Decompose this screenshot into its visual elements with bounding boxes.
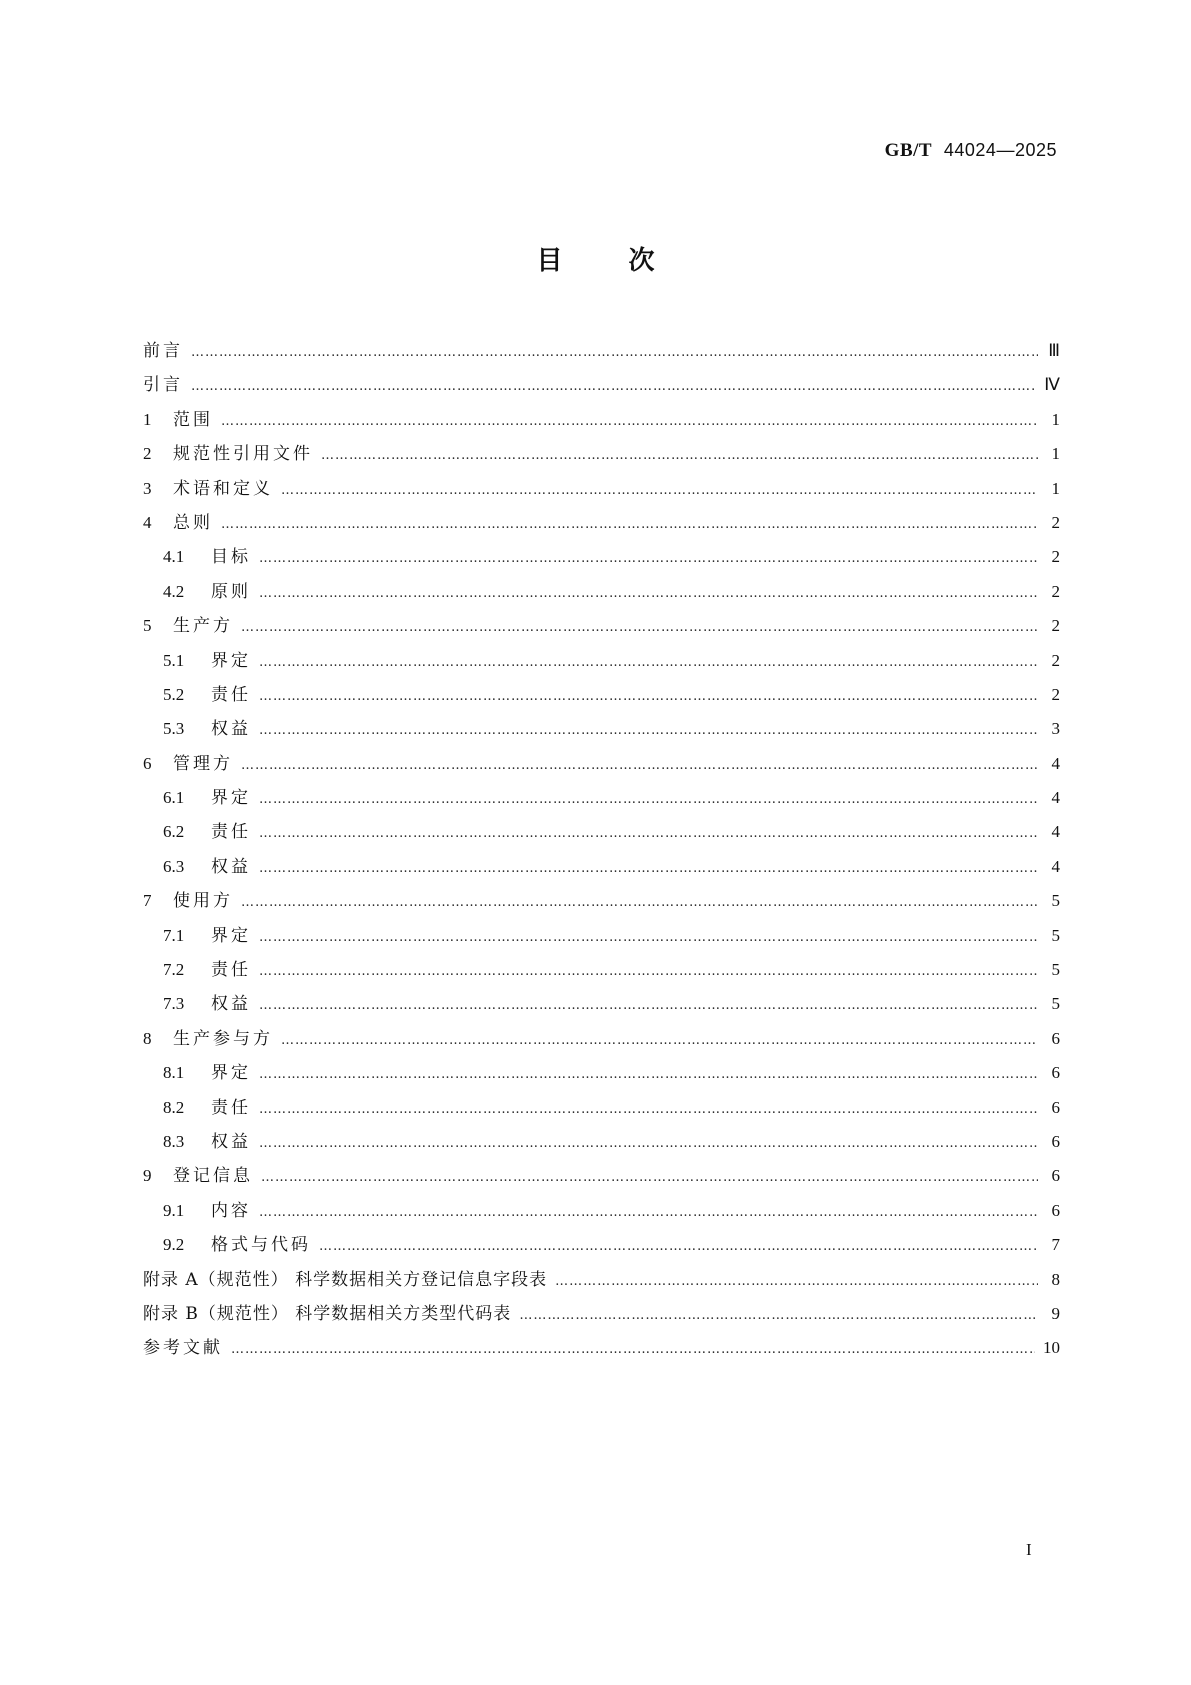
toc-entry[interactable] [143, 1299, 1060, 1333]
toc-entry-page: 1 [1051, 409, 1060, 429]
toc-entry-label: 权益 [211, 719, 251, 740]
page-number: I [1026, 1540, 1032, 1559]
toc-entry-number: 7.3 [163, 994, 185, 1014]
toc-entry-label: 责任 [211, 1097, 251, 1118]
dot-leader [259, 1205, 1038, 1220]
dot-leader [519, 1308, 1038, 1323]
toc-entry-number: 8.1 [163, 1063, 185, 1083]
toc-entry-page: 4 [1051, 822, 1060, 842]
toc-entry-label: 生产方 [173, 616, 233, 637]
toc-entry-page: 3 [1051, 719, 1060, 739]
dot-leader [221, 517, 1038, 532]
title-char-1: 目 [536, 246, 563, 276]
toc-entry[interactable] [143, 1093, 1060, 1127]
toc-entry[interactable] [143, 714, 1060, 748]
dot-leader [221, 414, 1038, 429]
toc-entry-number: 7.2 [163, 960, 185, 980]
toc-entry[interactable] [143, 921, 1060, 955]
toc-entry-label: 内容 [211, 1200, 251, 1221]
toc-entry[interactable] [143, 1024, 1060, 1058]
toc-entry[interactable] [143, 474, 1060, 508]
dot-leader [281, 1033, 1038, 1048]
dot-leader [259, 1136, 1038, 1151]
dot-leader [259, 1102, 1038, 1117]
toc-entry-label: 界定 [211, 788, 251, 809]
toc-entry-page: 6 [1051, 1097, 1060, 1117]
toc-entry-number: 9 [143, 1166, 152, 1186]
toc-entry-page: 6 [1051, 1063, 1060, 1083]
toc-entry[interactable] [143, 955, 1060, 989]
toc-entry-page: 4 [1051, 788, 1060, 808]
toc-entry-label: 权益 [211, 994, 251, 1015]
toc-entry[interactable] [143, 1265, 1060, 1299]
toc-entry-page: 5 [1051, 994, 1060, 1014]
dot-leader [259, 1067, 1038, 1082]
toc-entry[interactable] [143, 439, 1060, 473]
toc-entry-page: 9 [1051, 1303, 1060, 1323]
toc-entry-number: 6 [143, 753, 152, 773]
dot-leader [259, 586, 1038, 601]
toc-entry-label: 引言 [143, 375, 183, 396]
toc-entry-label: 原则 [211, 581, 251, 602]
toc-entry-number: 5.1 [163, 650, 185, 670]
toc-entry-number: 5.3 [163, 719, 185, 739]
title-char-2: 次 [628, 246, 655, 276]
dot-leader [259, 723, 1038, 738]
toc-entry-number: 4.2 [163, 581, 185, 601]
toc-entry-page: 2 [1051, 650, 1060, 670]
toc-entry-label: 格式与代码 [211, 1235, 311, 1256]
toc-entry-page: 8 [1051, 1269, 1060, 1289]
standard-prefix: GB/T [884, 140, 933, 161]
dot-leader [231, 1342, 1035, 1357]
dot-leader [555, 1274, 1038, 1289]
toc-entry-number: 4.1 [163, 547, 185, 567]
toc-entry-page: 1 [1051, 444, 1060, 464]
table-of-contents [143, 336, 1060, 1368]
toc-entry[interactable] [143, 336, 1060, 370]
toc-entry-number: 8.3 [163, 1131, 185, 1151]
toc-entry-number: 1 [143, 409, 152, 429]
toc-entry-label: 生产参与方 [173, 1028, 273, 1049]
toc-entry[interactable] [143, 749, 1060, 783]
toc-entry[interactable] [143, 611, 1060, 645]
toc-entry-number: 8 [143, 1028, 152, 1048]
dot-leader [241, 758, 1038, 773]
dot-leader [319, 1239, 1038, 1254]
dot-leader [259, 655, 1038, 670]
dot-leader [259, 930, 1038, 945]
toc-entry[interactable] [143, 577, 1060, 611]
toc-entry-page: 2 [1051, 581, 1060, 601]
toc-entry-label: 界定 [211, 925, 251, 946]
toc-entry-page: 2 [1051, 512, 1060, 532]
toc-entry-number: 3 [143, 478, 152, 498]
toc-entry-number: 6.2 [163, 822, 185, 842]
toc-entry-page: 2 [1051, 684, 1060, 704]
toc-entry-number: 5.2 [163, 684, 185, 704]
toc-entry[interactable] [143, 989, 1060, 1023]
toc-entry-label: 权益 [211, 1131, 251, 1152]
toc-entry-label: 前言 [143, 341, 183, 361]
toc-entry[interactable] [143, 542, 1060, 576]
toc-entry[interactable] [143, 508, 1060, 542]
dot-leader [259, 826, 1038, 841]
toc-entry-page: 6 [1051, 1028, 1060, 1048]
dot-leader [241, 620, 1038, 635]
page-title [0, 240, 1191, 277]
toc-entry[interactable] [143, 886, 1060, 920]
toc-entry-label: 登记信息 [173, 1166, 253, 1187]
toc-entry[interactable] [143, 680, 1060, 714]
toc-entry-page: 6 [1051, 1166, 1060, 1186]
toc-entry[interactable] [143, 1058, 1060, 1092]
toc-entry[interactable] [143, 817, 1060, 851]
toc-entry[interactable] [143, 783, 1060, 817]
toc-entry[interactable] [143, 1196, 1060, 1230]
toc-entry-page: 10 [1043, 1338, 1060, 1358]
toc-entry-page: 5 [1051, 925, 1060, 945]
toc-entry-label: 范围 [173, 409, 213, 430]
dot-leader [261, 1170, 1038, 1185]
toc-entry-label: 参考文献 [143, 1338, 223, 1359]
dot-leader [259, 551, 1038, 566]
dot-leader [259, 689, 1038, 704]
toc-entry-number: 6.3 [163, 856, 185, 876]
toc-entry-label: 总则 [173, 512, 213, 533]
dot-leader [321, 448, 1038, 463]
standard-code [885, 140, 1057, 162]
dot-leader [259, 964, 1038, 979]
toc-entry-label: 界定 [211, 1063, 251, 1084]
toc-entry-number: 9.2 [163, 1235, 185, 1255]
toc-entry-label: 术语和定义 [173, 478, 273, 499]
toc-entry-page: 2 [1051, 547, 1060, 567]
toc-entry-page: 6 [1051, 1131, 1060, 1151]
toc-entry[interactable] [143, 1333, 1060, 1367]
toc-entry[interactable] [143, 852, 1060, 886]
toc-entry[interactable] [143, 1161, 1060, 1195]
dot-leader [259, 861, 1038, 876]
toc-entry-label: 管理方 [173, 753, 233, 774]
dot-leader [281, 483, 1038, 498]
standard-number: 44024—2025 [943, 140, 1057, 160]
toc-entry-number: 4 [143, 512, 152, 532]
dot-leader [259, 998, 1038, 1013]
toc-entry-label: 使用方 [173, 891, 233, 912]
toc-entry-label: 界定 [211, 650, 251, 671]
toc-entry[interactable] [143, 370, 1060, 404]
dot-leader [241, 895, 1038, 910]
toc-entry[interactable] [143, 1230, 1060, 1264]
toc-entry-label: 责任 [211, 684, 251, 705]
toc-entry-page: Ⅲ [1048, 341, 1060, 360]
toc-entry[interactable] [143, 646, 1060, 680]
toc-entry-page: 5 [1051, 960, 1060, 980]
toc-entry-number: 8.2 [163, 1097, 185, 1117]
toc-entry-number: 2 [143, 444, 152, 464]
toc-entry-label: 责任 [211, 822, 251, 843]
dot-leader [259, 792, 1038, 807]
toc-entry-number: 7 [143, 891, 152, 911]
toc-entry-label: 责任 [211, 960, 251, 981]
toc-entry-page: Ⅳ [1044, 375, 1060, 395]
toc-entry-number: 7.1 [163, 925, 185, 945]
dot-leader [191, 379, 1036, 394]
toc-entry-number: 9.1 [163, 1200, 185, 1220]
toc-entry-number: 6.1 [163, 788, 185, 808]
toc-entry-number: 5 [143, 616, 152, 636]
toc-entry-page: 5 [1051, 891, 1060, 911]
toc-entry-label: 附录 B（规范性） 科学数据相关方类型代码表 [143, 1303, 512, 1324]
toc-entry-label: 目标 [211, 547, 251, 568]
toc-entry[interactable] [143, 1127, 1060, 1161]
toc-entry-page: 4 [1051, 753, 1060, 773]
toc-entry-label: 权益 [211, 856, 251, 877]
toc-entry-label: 附录 A（规范性） 科学数据相关方登记信息字段表 [143, 1269, 548, 1290]
toc-entry-label: 规范性引用文件 [173, 444, 313, 465]
toc-entry-page: 4 [1051, 856, 1060, 876]
toc-entry[interactable] [143, 405, 1060, 439]
toc-entry-page: 2 [1051, 616, 1060, 636]
toc-entry-page: 6 [1051, 1200, 1060, 1220]
toc-entry-page: 7 [1051, 1235, 1060, 1255]
toc-entry-page: 1 [1051, 478, 1060, 498]
dot-leader [191, 345, 1038, 360]
